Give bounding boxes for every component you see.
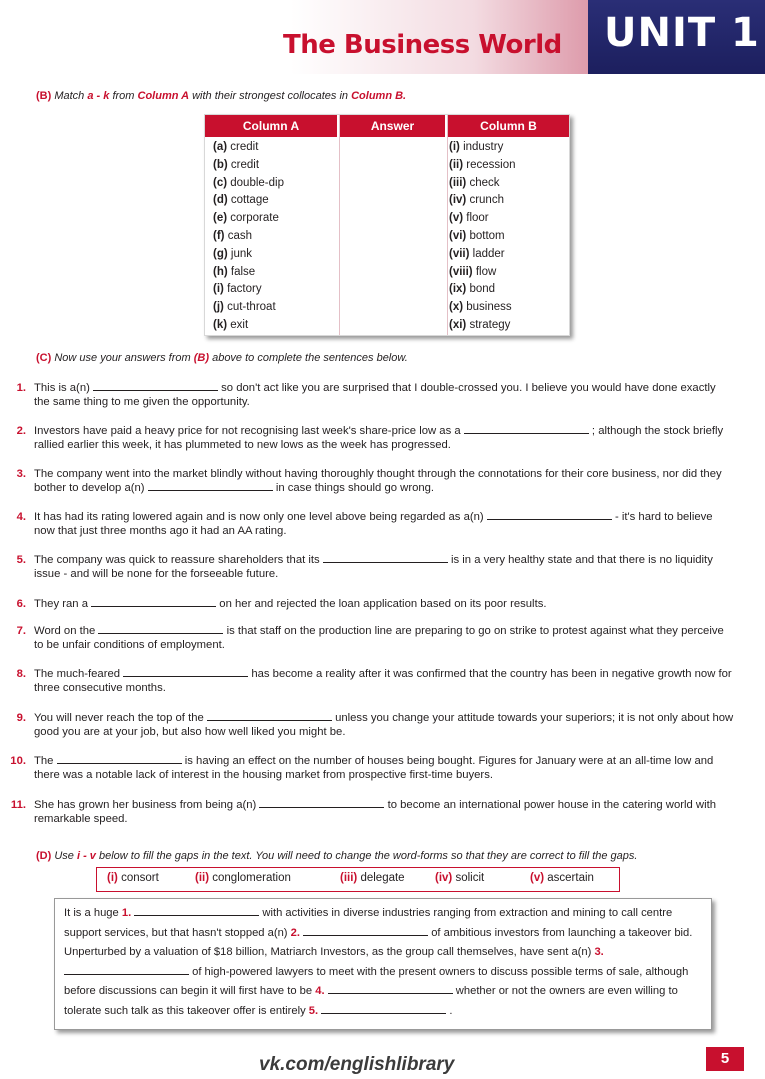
- item-label: (f): [213, 229, 225, 242]
- gap-2-blank[interactable]: [303, 925, 428, 936]
- instr-text: above to complete the sentences below.: [212, 352, 408, 364]
- instr-text: from: [112, 90, 135, 102]
- column-a-item: [213, 264, 284, 282]
- sentence-text: is having an effect on the number of houses being bought. Figures for January were at an all-time low and there was a notable lack of interest in the housing market from prospective first-time buyers.: [34, 755, 714, 781]
- unit-badge: [588, 0, 765, 74]
- sentence-text: They ran a: [34, 598, 89, 610]
- item-label: (vi): [449, 229, 467, 242]
- sentence-text: This is a(n): [34, 382, 90, 394]
- column-b-item: [449, 264, 515, 282]
- matching-table: [204, 114, 570, 336]
- column-b-item: [449, 139, 515, 157]
- item-text: cut-throat: [227, 301, 276, 314]
- sentence-text: has become a reality after it was confirmed that the country has been in negative growth now for three consecutive months.: [34, 668, 732, 694]
- section-d-instruction: [36, 850, 637, 862]
- item-text: ladder: [472, 247, 505, 260]
- text-segment: .: [449, 1004, 453, 1017]
- word-text: ascertain: [547, 872, 594, 884]
- item-label: (b): [213, 158, 228, 171]
- sentence-blank[interactable]: [57, 754, 182, 764]
- item-text: bottom: [469, 229, 505, 242]
- item-label: (j): [213, 301, 224, 314]
- item-text: cash: [227, 229, 252, 242]
- sentence-blank[interactable]: [464, 424, 589, 434]
- column-b-list: [449, 139, 515, 335]
- column-b-item: [449, 175, 515, 193]
- sentence-text: unless you change your attitude towards your superiors; it is not only about how good you are at your job, but also how well liked you might be.: [34, 712, 734, 738]
- instr-text: Match: [54, 90, 85, 102]
- column-b-item: [449, 157, 515, 175]
- column-a-item: [213, 157, 284, 175]
- column-b-item: [449, 299, 515, 317]
- footer-url: vk.com/englishlibrary: [259, 1054, 455, 1075]
- sentence-number: 11.: [10, 799, 26, 811]
- sentence-text: The much-feared: [34, 668, 121, 680]
- gap-3-blank[interactable]: [64, 964, 189, 975]
- sentence-number: 1.: [16, 382, 26, 394]
- gap-fill-text-box: [54, 898, 712, 1030]
- unit-label: UNIT 1: [604, 10, 760, 56]
- sentence-text: is in a very healthy state and that there is no liquidity issue - and will be none for the forseeable future.: [34, 554, 713, 580]
- item-text: corporate: [230, 212, 279, 225]
- item-text: flow: [475, 265, 497, 278]
- column-a-item: [213, 317, 284, 335]
- text-segment: of high-powered lawyers to meet with the present owners to discuss possible terms of sale, although before discussions can begin it will first have to be: [64, 965, 689, 998]
- item-label: (iii): [449, 176, 467, 189]
- sentence-number: 9.: [16, 712, 26, 724]
- item-text: floor: [466, 212, 489, 225]
- text-segment: whether or not the owners are even willing to tolerate such talk as this takeover offer is entirely: [64, 985, 678, 1017]
- column-b-item: [449, 317, 515, 335]
- column-a-item: [213, 210, 284, 228]
- word-label: (iv): [435, 872, 453, 884]
- item-text: double-dip: [230, 176, 284, 189]
- column-a-header: Column A: [205, 115, 337, 137]
- column-a-item: [213, 246, 284, 264]
- text-segment: of ambitious investors from launching a takeover bid. Unperturbed by a valuation of $18 billion, Matriarch Investors, as the group call themselves, have sent a(n): [64, 926, 693, 959]
- instr-column-b: Column B.: [351, 90, 407, 102]
- item-label: (iv): [449, 194, 467, 207]
- item-label: (v): [449, 212, 464, 225]
- column-b-item: [449, 228, 515, 246]
- word-text: consort: [121, 872, 159, 884]
- sentence-text: The company went into the market blindly without having thoroughly thought through the connotations for their core business, nor did they bother to develop a(n): [34, 468, 722, 494]
- sentence-item: [16, 467, 734, 495]
- word-text: conglomeration: [212, 872, 291, 884]
- item-text: bond: [469, 283, 496, 296]
- word-text: delegate: [360, 872, 405, 884]
- sentence-blank[interactable]: [207, 711, 332, 721]
- sentence-text: ; although the stock briefly rallied earlier this week, it has plummeted to new lows as the week has progressed.: [34, 425, 724, 451]
- sentence-text: - it's hard to believe now that just three months ago it had an AA rating.: [34, 511, 713, 537]
- sentence-item: [10, 798, 734, 826]
- column-b-item: [449, 281, 515, 299]
- item-text: strategy: [469, 318, 511, 331]
- sentence-item: [16, 424, 734, 452]
- gap-4-blank[interactable]: [328, 983, 453, 994]
- word-option: [195, 872, 291, 884]
- instr-text: Now use your answers from: [54, 352, 191, 364]
- sentence-text: Word on the: [34, 625, 96, 637]
- column-b-item: [449, 246, 515, 264]
- item-label: (xi): [449, 318, 467, 331]
- column-a-item: [213, 175, 284, 193]
- item-text: credit: [230, 141, 259, 153]
- sentence-text: She has grown her business from being a(n): [34, 799, 257, 811]
- page-number: 5: [706, 1047, 744, 1071]
- sentence-blank[interactable]: [323, 553, 448, 563]
- sentence-number: 2.: [16, 425, 26, 437]
- gap-number: 5.: [308, 1004, 319, 1017]
- sentence-number: 4.: [16, 511, 26, 523]
- instr-ref: (B): [193, 352, 210, 364]
- item-text: exit: [230, 318, 249, 331]
- section-b-instruction: [36, 90, 406, 102]
- sentence-number: 7.: [16, 625, 26, 637]
- word-option: [530, 872, 594, 884]
- item-label: (ii): [449, 158, 464, 171]
- sentence-item: [16, 667, 734, 695]
- word-option: [340, 872, 405, 884]
- sentence-item: [16, 597, 734, 611]
- column-a-item: [213, 299, 284, 317]
- sentence-number: 6.: [16, 598, 26, 610]
- item-text: cottage: [230, 194, 269, 207]
- item-label: (i): [213, 283, 224, 296]
- section-d-label: (D): [36, 850, 52, 862]
- item-text: recession: [466, 158, 516, 171]
- text-segment: with activities in diverse industries ranging from extraction and mining to call centre support services, but that hasn't stopped a(n): [64, 907, 673, 939]
- sentence-text: is that staff on the production line are preparing to go on strike to protest against what they perceive to be unfair conditions of employment.: [34, 625, 724, 651]
- column-b-item: [449, 210, 515, 228]
- column-a-list: [213, 139, 284, 335]
- word-text: solicit: [455, 872, 485, 884]
- column-a-item: [213, 281, 284, 299]
- gap-1-blank[interactable]: [134, 905, 259, 916]
- word-box: [96, 867, 620, 892]
- item-label: (x): [449, 301, 464, 314]
- page-title: The Business World: [283, 30, 562, 60]
- instr-range: a - k: [87, 90, 110, 102]
- sentence-text: You will never reach the top of the: [34, 712, 204, 724]
- item-label: (h): [213, 265, 228, 278]
- sentence-number: 3.: [16, 468, 26, 480]
- section-c-instruction: [36, 352, 408, 364]
- item-label: (ix): [449, 283, 467, 296]
- sentence-text: to become an international power house in the catering world with remarkable speed.: [34, 799, 717, 825]
- answer-header: Answer: [340, 115, 445, 137]
- sentence-blank[interactable]: [98, 624, 223, 634]
- column-a-item: [213, 228, 284, 246]
- column-a-item: [213, 139, 284, 157]
- item-text: check: [469, 176, 500, 189]
- sentence-text: Investors have paid a heavy price for not recognising last week's share-price low as a: [34, 425, 461, 437]
- sentence-number: 10.: [10, 755, 26, 767]
- gap-fill-paragraph: [64, 904, 704, 1022]
- sentence-item: [16, 624, 734, 652]
- column-b-header: Column B: [448, 115, 569, 137]
- column-b-item: [449, 192, 515, 210]
- item-label: (g): [213, 247, 228, 260]
- sentence-text: on her and rejected the loan application based on its poor results.: [219, 598, 547, 610]
- item-text: junk: [230, 247, 252, 260]
- item-label: (c): [213, 176, 228, 189]
- sentence-blank[interactable]: [487, 510, 612, 520]
- sentence-item: [16, 711, 734, 739]
- column-a-item: [213, 192, 284, 210]
- instr-range: i - v: [76, 850, 96, 862]
- item-text: crunch: [469, 194, 504, 207]
- column-divider: [447, 115, 448, 335]
- sentence-blank[interactable]: [93, 381, 218, 391]
- word-option: [107, 872, 159, 884]
- sentence-text: in case things should go wrong.: [275, 482, 435, 494]
- item-label: (i): [449, 141, 460, 153]
- sentence-number: 5.: [16, 554, 26, 566]
- sentence-item: [16, 510, 734, 538]
- sentence-item: [16, 381, 734, 409]
- word-option: [435, 872, 484, 884]
- text-segment: It is a huge: [64, 907, 119, 919]
- section-b-label: (B): [36, 90, 52, 102]
- word-label: (v): [530, 872, 545, 884]
- sentence-item: [16, 553, 734, 581]
- sentence-text: so don't act like you are surprised that I double-crossed you. I believe you would have done exactly the same thing to me given the opportunity.: [34, 382, 716, 408]
- sentence-blank[interactable]: [259, 798, 384, 808]
- item-label: (viii): [449, 265, 473, 278]
- sentence-blank[interactable]: [148, 481, 273, 491]
- word-label: (iii): [340, 872, 358, 884]
- item-label: (e): [213, 212, 228, 225]
- item-text: false: [230, 265, 256, 278]
- gap-number: 4.: [315, 985, 325, 998]
- item-text: credit: [230, 158, 260, 171]
- sentence-text: It has had its rating lowered again and is now only one level above being regarded as a(n): [34, 511, 484, 523]
- column-divider: [339, 115, 340, 335]
- gap-5-blank[interactable]: [321, 1003, 446, 1014]
- item-label: (k): [213, 318, 228, 331]
- sentence-number: 8.: [16, 668, 26, 680]
- instr-text: Use: [54, 850, 74, 862]
- sentence-text: The company was quick to reassure shareholders that its: [34, 554, 320, 566]
- instr-text: with their strongest collocates in: [192, 90, 349, 102]
- sentence-blank[interactable]: [123, 667, 248, 677]
- item-text: industry: [463, 141, 504, 153]
- gap-number: 3.: [594, 946, 604, 959]
- word-label: (i): [107, 872, 118, 884]
- word-label: (ii): [195, 872, 210, 884]
- item-text: factory: [227, 283, 262, 296]
- sentence-blank[interactable]: [91, 597, 216, 607]
- instr-column-a: Column A: [137, 90, 190, 102]
- item-label: (d): [213, 194, 228, 207]
- sentence-text: The: [34, 755, 54, 767]
- item-label: (vii): [449, 247, 470, 260]
- instr-text: below to fill the gaps in the text. You will need to change the word-forms so that they are correct to fill the gaps.: [98, 850, 638, 862]
- gap-number: 1.: [121, 907, 132, 919]
- section-c-label: (C): [36, 352, 52, 364]
- gap-number: 2.: [290, 926, 300, 939]
- sentence-item: [10, 754, 734, 782]
- item-label: (a): [213, 141, 228, 153]
- item-text: business: [466, 301, 512, 314]
